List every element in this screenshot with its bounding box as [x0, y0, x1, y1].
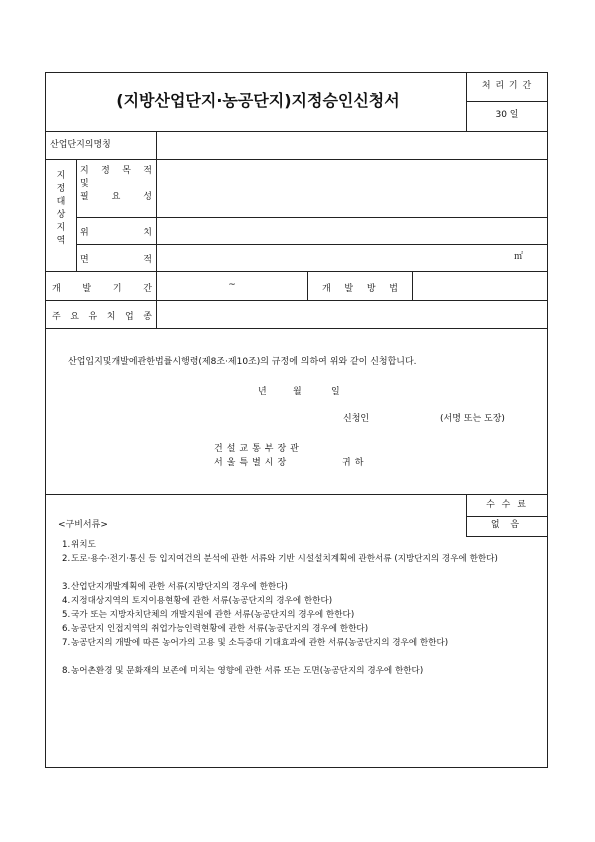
fee-value: 없 음 [490, 520, 524, 530]
signature-note: (서명 또는 도장) [440, 414, 505, 424]
date-year: 년 [258, 387, 267, 397]
area-label: 면 적 [80, 255, 152, 265]
document-item-text: 지정대상지역의 토지이용현황에 관한 서류(농공단지의 경우에 한한다) [71, 596, 333, 606]
main-industry-label: 주 요 유 치 업 종 [52, 312, 152, 322]
rule-label-col [156, 131, 157, 328]
document-item-number: 8. [62, 666, 71, 676]
dev-method-label: 개 발 방 법 [322, 284, 398, 294]
document-item-text: 농어촌환경 및 문화재의 보존에 미치는 영향에 관한 서류 또는 도면(농공단지의 경우에 한한다) [71, 666, 424, 676]
rule-location-bottom [76, 244, 547, 245]
rule-application-bottom [46, 494, 547, 495]
dev-period-label: 개 발 기 간 [52, 284, 152, 294]
designated-area-group-label: 지 정 대 상 지 역 [56, 171, 66, 246]
dev-method-value[interactable] [414, 272, 546, 299]
document-item [62, 582, 540, 594]
document-item [62, 666, 540, 678]
document-item-text: 농공단지의 개발에 따른 농어가의 고용 및 소득증대 기대효과에 관한 서류(농공단지의 경우에 한한다) [71, 638, 449, 648]
document-item-number: 5. [62, 610, 71, 620]
document-item-text: 농공단지 인접지역의 취업가능인력현황에 관한 서류(농공단지의 경우에 한한다) [71, 624, 369, 634]
rule-period-bottom [46, 300, 547, 301]
location-value[interactable] [158, 219, 546, 243]
dev-period-separator: ~ [228, 280, 236, 290]
processing-period-label: 처 리 기 간 [481, 81, 533, 91]
application-statement: 산업입지및개발에관한법률시행령(제8조·제10조)의 규정에 의하여 위와 같이 신청합니다. [68, 357, 417, 367]
recipient-2: 서울특별시장 [214, 458, 291, 468]
rule-period-mid [466, 101, 547, 102]
document-item-number: 7. [62, 638, 71, 648]
document-item [62, 610, 540, 622]
rule-fee-bottom [466, 536, 547, 537]
form-title: (지방산업단지·농공단지)지정승인신청서 [116, 91, 400, 110]
main-industry-value[interactable] [158, 302, 546, 327]
rule-name-bottom [46, 159, 547, 160]
rule-method-right [412, 271, 413, 300]
purpose-value[interactable] [158, 161, 546, 216]
complex-name-value[interactable] [158, 133, 546, 158]
complex-name-label: 산업단지의명칭 [50, 140, 111, 150]
rule-group-col [76, 159, 77, 271]
rule-title-bottom [46, 131, 547, 132]
document-item [62, 540, 540, 552]
document-item [62, 624, 540, 636]
document-item-text: 위치도 [71, 540, 96, 550]
document-item-number: 6. [62, 624, 71, 634]
document-item [62, 596, 540, 608]
recipient-suffix: 귀하 [342, 458, 368, 468]
rule-purpose-bottom [76, 217, 547, 218]
document-item-number: 4. [62, 596, 71, 606]
document-item-text: 국가 또는 지방자치단체의 개발지원에 관한 서류(농공단지의 경우에 한한다) [71, 610, 355, 620]
document-item [62, 638, 540, 650]
rule-fee-mid [466, 516, 547, 517]
document-item-number: 3. [62, 582, 71, 592]
document-item-number: 1. [62, 540, 71, 550]
date-day: 일 [331, 387, 340, 397]
document-item-text: 산업단지개발계획에 관한 서류(지방단지의 경우에 한한다) [71, 582, 288, 592]
purpose-label: 지 정 목 적 및 필 요 성 [80, 166, 152, 202]
applicant-label: 신청인 [343, 414, 370, 424]
processing-period-value: 30 일 [495, 110, 519, 120]
area-unit: ㎡ [514, 252, 524, 262]
date-month: 월 [293, 387, 302, 397]
rule-method-left [307, 271, 308, 300]
document-item-text: 도로·용수·전기·통신 등 입지여건의 분석에 관한 서류와 기반 시설설치계획에 관한서류 (지방단지의 경우에 한한다) [71, 554, 498, 564]
fee-label: 수 수 료 [486, 500, 528, 510]
rule-industry-bottom [46, 328, 547, 329]
documents-header: <구비서류> [58, 520, 108, 530]
document-item [62, 554, 540, 566]
recipient-1: 건설교통부장관 [214, 444, 303, 454]
location-label: 위 치 [80, 228, 152, 238]
document-item-number: 2. [62, 554, 71, 564]
